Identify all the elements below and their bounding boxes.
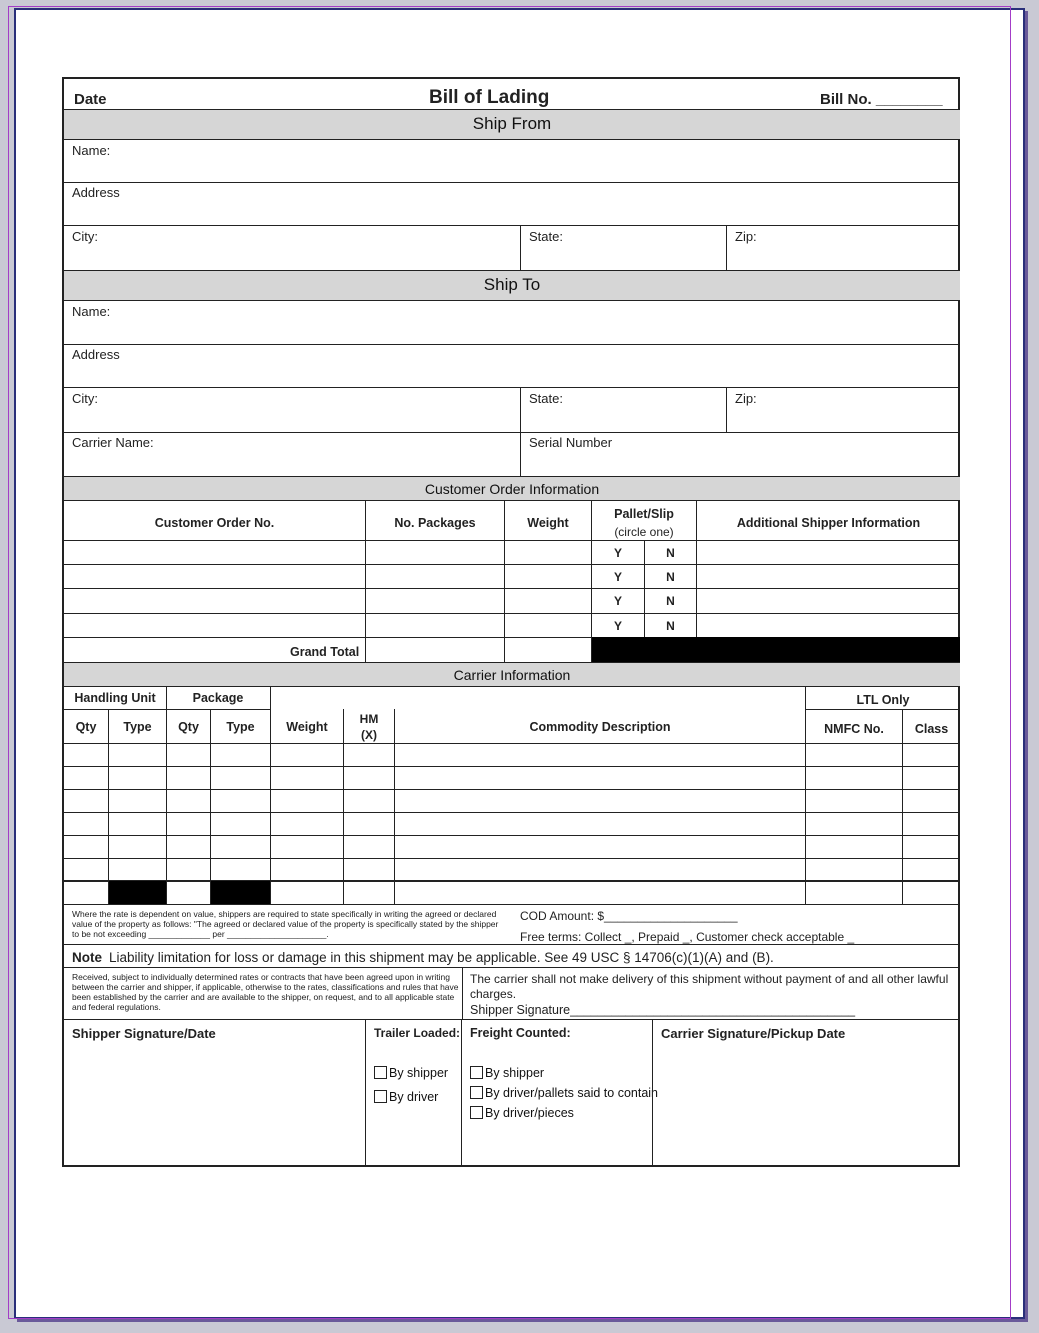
- checkbox-icon[interactable]: [470, 1086, 483, 1099]
- col-hm: HM: [359, 712, 379, 726]
- carrier-signature-pickup-date[interactable]: Carrier Signature/Pickup Date: [661, 1026, 846, 1041]
- shipper-signature-line[interactable]: Shipper Signature_________________________________________: [470, 1003, 856, 1017]
- col-additional-info: Additional Shipper Information: [736, 516, 921, 530]
- trailer-by-driver-label: By driver: [389, 1090, 439, 1104]
- checkbox-icon[interactable]: [374, 1090, 387, 1103]
- pallet-no-1[interactable]: N: [666, 546, 675, 560]
- serial-number-field[interactable]: Serial Number: [529, 435, 613, 450]
- pallet-yes-1[interactable]: Y: [613, 546, 622, 560]
- ship-to-title: Ship To: [483, 275, 541, 294]
- hu-type-blackout: [109, 881, 166, 904]
- note-label: Note: [72, 950, 102, 965]
- col-pkg-type: Type: [226, 720, 255, 734]
- ship-to-name-field[interactable]: Name:: [72, 304, 111, 319]
- pallet-no-3[interactable]: N: [666, 594, 675, 608]
- package-header: Package: [192, 691, 244, 705]
- trailer-by-driver-option[interactable]: [374, 1090, 438, 1104]
- col-no-packages: No. Packages: [394, 516, 476, 530]
- date-label: Date: [74, 91, 107, 108]
- ship-from-title: Ship From: [472, 114, 552, 133]
- carrier-info-title: Carrier Information: [453, 667, 571, 683]
- col-class: Class: [914, 722, 949, 736]
- col-weight: Weight: [527, 516, 569, 530]
- ship-from-address-field[interactable]: Address: [72, 185, 120, 200]
- grand-total-blackout: [592, 637, 960, 662]
- freight-by-driver-pieces-option[interactable]: [470, 1106, 574, 1120]
- bill-no-label[interactable]: Bill No. ________: [820, 91, 943, 108]
- pkg-type-blackout: [211, 881, 270, 904]
- freight-counted-label: Freight Counted:: [470, 1026, 571, 1040]
- trailer-by-shipper-option[interactable]: [374, 1066, 448, 1080]
- col-hu-qty: Qty: [75, 720, 97, 734]
- ship-to-city-field[interactable]: City:: [72, 391, 98, 406]
- trailer-by-shipper-label: By shipper: [389, 1066, 449, 1080]
- ship-to-zip-field[interactable]: Zip:: [735, 391, 757, 406]
- received-terms-text: Received, subject to individually determined rates or contracts that have been agreed upon in writing between the carrier and shipper, if applicable, otherwise to the rates, classifications and rules that have been established by the carrier and are available to the shipper, on request, and to all applicable state and federal regulations.: [72, 972, 459, 1012]
- pallet-yes-2[interactable]: Y: [613, 570, 622, 584]
- col-carrier-weight: Weight: [286, 720, 328, 734]
- liability-note: Liability limitation for loss or damage in this shipment may be applicable. See 49 USC § 14706(c)(1)(A) and (B).: [109, 950, 774, 965]
- col-commodity: Commodity Description: [529, 720, 671, 734]
- cod-amount-field[interactable]: COD Amount: $____________________: [520, 909, 738, 923]
- col-pallet-slip: Pallet/Slip: [614, 507, 674, 521]
- col-hm-x: (X): [361, 728, 377, 742]
- pallet-yes-3[interactable]: Y: [613, 594, 622, 608]
- bill-of-lading-form: [62, 77, 960, 1167]
- customer-order-title: Customer Order Information: [424, 481, 600, 497]
- customer-order-band: [64, 476, 960, 501]
- ship-from-state-field[interactable]: State:: [529, 229, 563, 244]
- freight-by-driver-pallets-option[interactable]: [470, 1086, 658, 1100]
- freight-by-driver-pieces-label: By driver/pieces: [485, 1106, 574, 1120]
- carrier-delivery-text: The carrier shall not make delivery of this shipment without payment of and all other lawful charges.: [470, 972, 949, 1001]
- ship-to-state-field[interactable]: State:: [529, 391, 563, 406]
- free-terms-field[interactable]: Free terms: Collect _, Prepaid _, Customer check acceptable _: [520, 930, 855, 944]
- pallet-no-2[interactable]: N: [666, 570, 675, 584]
- pallet-no-4[interactable]: N: [666, 619, 675, 633]
- ship-from-zip-field[interactable]: Zip:: [735, 229, 757, 244]
- col-hu-type: Type: [123, 720, 152, 734]
- col-pkg-qty: Qty: [178, 720, 199, 734]
- handling-unit-header: Handling Unit: [74, 691, 156, 705]
- ship-from-city-field[interactable]: City:: [72, 229, 98, 244]
- ship-from-band: [64, 109, 960, 140]
- checkbox-icon[interactable]: [374, 1066, 387, 1079]
- ltl-only-header: LTL Only: [856, 693, 910, 707]
- trailer-loaded-label: Trailer Loaded:: [374, 1026, 461, 1040]
- ship-to-address-field[interactable]: Address: [72, 347, 120, 362]
- freight-by-driver-pallets-label: By driver/pallets said to contain: [485, 1086, 659, 1100]
- grand-total-label: Grand Total: [290, 645, 360, 659]
- ship-to-band: [64, 270, 960, 301]
- shipper-signature-date[interactable]: Shipper Signature/Date: [72, 1026, 216, 1041]
- page-title: Bill of Lading: [429, 87, 550, 108]
- col-customer-order-no: Customer Order No.: [154, 516, 275, 530]
- checkbox-icon[interactable]: [470, 1106, 483, 1119]
- carrier-name-field[interactable]: Carrier Name:: [72, 435, 154, 450]
- ship-from-name-field[interactable]: Name:: [72, 143, 111, 158]
- pallet-yes-4[interactable]: Y: [613, 619, 622, 633]
- declared-value-note: Where the rate is dependent on value, shippers are required to state specifically in writing the agreed or declared value of the property as follows: "The agreed or declared value of the property is specifically stated by the shipper to be not exceeding _____________ per _____________________.: [72, 909, 499, 939]
- carrier-info-band: [64, 662, 960, 687]
- col-nmfc: NMFC No.: [824, 722, 884, 736]
- freight-by-shipper-option[interactable]: [470, 1066, 544, 1080]
- checkbox-icon[interactable]: [470, 1066, 483, 1079]
- freight-by-shipper-label: By shipper: [485, 1066, 545, 1080]
- col-pallet-subtitle: (circle one): [614, 525, 674, 539]
